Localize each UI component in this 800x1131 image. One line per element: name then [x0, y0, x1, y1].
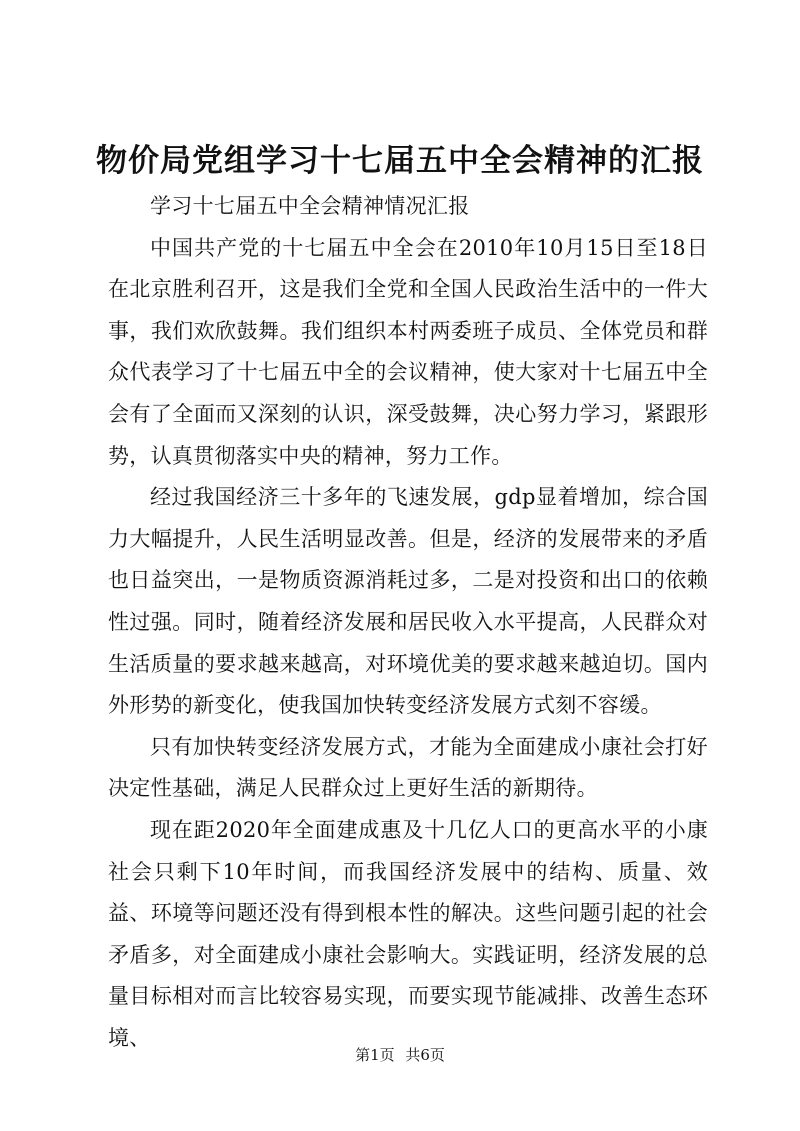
subtitle-paragraph: 学习十七届五中全会精神情况汇报 — [150, 194, 470, 218]
body-paragraph: 只有加快转变经济发展方式，才能为全面建成小康社会打好决定性基础，满足人民群众过上更好生活的新期待。 — [108, 734, 708, 801]
page-number: 第1页 — [355, 1046, 395, 1064]
page-footer — [0, 1045, 800, 1065]
body-paragraph: 经过我国经济三十多年的飞速发展，gdp显着增加，综合国力大幅提升，人民生活明显改善。但是，经济的发展带来的矛盾也日益突出，一是物质资源消耗过多，二是对投资和出口的依赖性过强。同时，随着经济发展和居民收入水平提高，人民群众对生活质量的要求越来越高，对环境优美的要求越来越迫切。国内外形势的新变化，使我国加快转变经济发展方式刻不容缓。 — [108, 485, 708, 718]
body-paragraph: 现在距2020年全面建成惠及十几亿人口的更高水平的小康社会只剩下10年时间，而我国经济发展中的结构、质量、效益、环境等问题还没有得到根本性的解决。这些问题引起的社会矛盾多，对全面建成小康社会影响大。实践证明，经济发展的总量目标相对而言比较容易实现，而要实现节能减排、改善生态环境、 — [108, 817, 708, 1050]
page-total: 共6页 — [405, 1046, 445, 1064]
body-paragraph: 中国共产党的十七届五中全会在2010年10月15日至18日在北京胜利召开，这是我们全党和全国人民政治生活中的一件大事，我们欢欣鼓舞。我们组织本村两委班子成员、全体党员和群众代表学习了十七届五中全的会议精神，使大家对十七届五中全会有了全面而又深刻的认识，深受鼓舞，决心努力学习，紧跟形势，认真贯彻落实中央的精神，努力工作。 — [108, 235, 708, 468]
document-body — [108, 186, 708, 1059]
document-title: 物价局党组学习十七届五中全会精神的汇报 — [96, 143, 704, 179]
